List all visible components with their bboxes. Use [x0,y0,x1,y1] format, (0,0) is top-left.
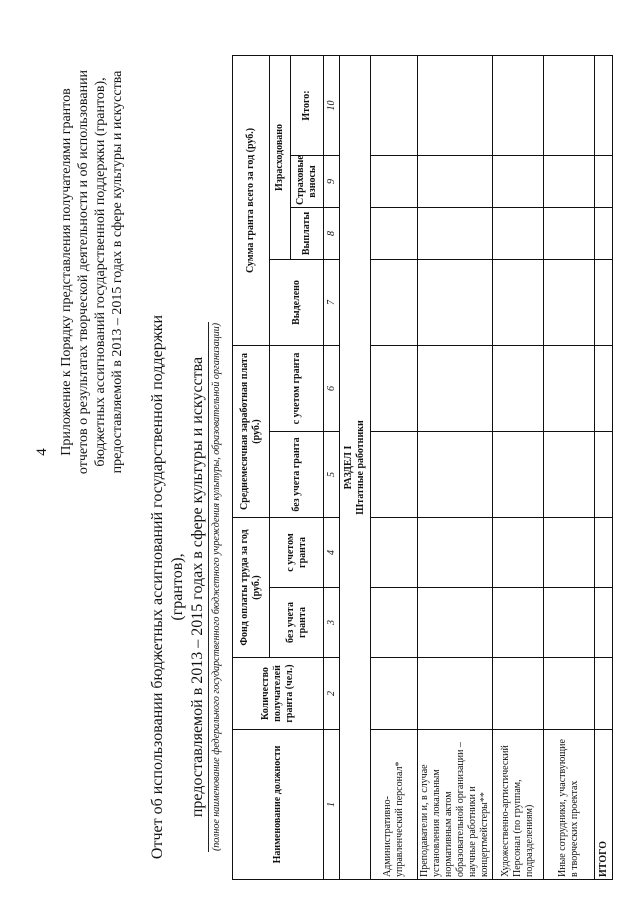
table-cell [371,345,418,431]
table-cell [493,588,544,658]
table-cell [544,345,595,431]
appendix-header [58,32,126,512]
table-cell [493,207,544,259]
table-cell [493,345,544,431]
table-row [493,55,544,879]
table-cell [595,259,613,345]
table-cell [418,432,493,518]
table-cell [371,588,418,658]
table-cell [371,55,418,155]
table-cell [493,432,544,518]
table-cell [595,207,613,259]
column-number: 5 [324,432,340,518]
header-total-column: Итого: [291,55,324,155]
table-row-total [595,55,613,879]
table-cell [418,155,493,207]
table-cell [544,155,595,207]
table-cell [371,518,418,588]
report-title [148,282,208,892]
table-cell [595,432,613,518]
table-cell [493,55,544,155]
rotated-document-page [30,12,610,892]
table-cell [493,518,544,588]
page-number: 4 [34,448,50,456]
column-number: 2 [324,658,340,730]
table-cell [544,658,595,730]
section-subtitle: Штатные работники [355,420,366,515]
organization-name-line [208,322,209,852]
table-cell [595,518,613,588]
table-row [371,55,418,879]
total-label: ИТОГО [595,730,613,880]
column-number: 6 [324,345,340,431]
header-payments: Выплаты [291,207,324,259]
table-cell [418,345,493,431]
table-cell [371,259,418,345]
table-cell [544,432,595,518]
table-row [544,55,595,879]
header-salary-without-grant: без учета гранта [270,432,324,518]
column-number: 9 [324,155,340,207]
table-cell [544,518,595,588]
row-label: Художественно-артистический Персонал (по группам, подразделениям) [493,730,544,880]
column-number: 8 [324,207,340,259]
column-number: 3 [324,588,340,658]
header-insurance: Страховые взносы [291,155,324,207]
table-cell [418,259,493,345]
header-recipients: Количество получателей гранта (чел.) [233,658,324,730]
table-cell [371,432,418,518]
report-title-line: Отчет об использовании бюджетных ассигнований государственной поддержки (грантов), [149,314,186,860]
header-fund-with-grant: с учетом гранта [270,518,324,588]
header-position: Наименование должности [233,730,324,880]
header-spent: Израсходовано [270,55,291,259]
table-cell [595,155,613,207]
table-row [418,55,493,879]
header-salary: Среднемесячная заработная плата (руб.) [233,345,270,517]
table-cell [418,658,493,730]
table-cell [418,207,493,259]
grant-usage-table [232,55,613,880]
table-cell [544,259,595,345]
column-number: 10 [324,55,340,155]
table-cell [371,207,418,259]
table-cell [544,55,595,155]
table-cell [418,588,493,658]
column-number: 7 [324,259,340,345]
table-cell [595,588,613,658]
appendix-line: Приложение к Порядку представления получателями грантов [59,88,74,456]
organization-caption: (полное наименование федерального государственного бюджетного учреждения культуры, образовательной организации) [211,322,222,852]
table-cell [595,345,613,431]
header-grant-total: Сумма гранта всего за год (руб.) [233,55,270,345]
row-label: Преподаватели и, в случае установления локальным нормативным актом образовательной организации – научные работники и концертмейстеры** [418,730,493,880]
header-allocated: Выделено [270,259,324,345]
table-cell [595,55,613,155]
header-fund-without-grant: без учета гранта [270,588,324,658]
table-cell [418,518,493,588]
table-cell [493,259,544,345]
table-cell [371,155,418,207]
table-cell [493,658,544,730]
table-cell [371,658,418,730]
table-cell [493,155,544,207]
table-cell [544,588,595,658]
appendix-line: бюджетных ассигнований государственной поддержки (грантов), [93,77,108,467]
table-cell [595,658,613,730]
header-fund: Фонд оплаты труда за год (руб.) [233,518,270,658]
column-number: 4 [324,518,340,588]
row-label: Иные сотрудники, участвующие в творческих проектах [544,730,595,880]
section-heading [340,55,371,879]
row-label: Административно-управленческий персонал* [371,730,418,880]
header-salary-with-grant: с учетом гранта [270,345,324,431]
report-title-line: предоставляемой в 2013 – 2015 годах в сфере культуры и искусства [189,356,206,818]
table-cell [544,207,595,259]
appendix-line: отчетов о результатах творческой деятельности и об использовании [76,69,91,475]
column-number: 1 [324,730,340,880]
table-cell [418,55,493,155]
section-title: РАЗДЕЛ I [343,445,354,490]
appendix-line: предоставляемой в 2013 – 2015 годах в сфере культуры и искусства [110,70,125,474]
